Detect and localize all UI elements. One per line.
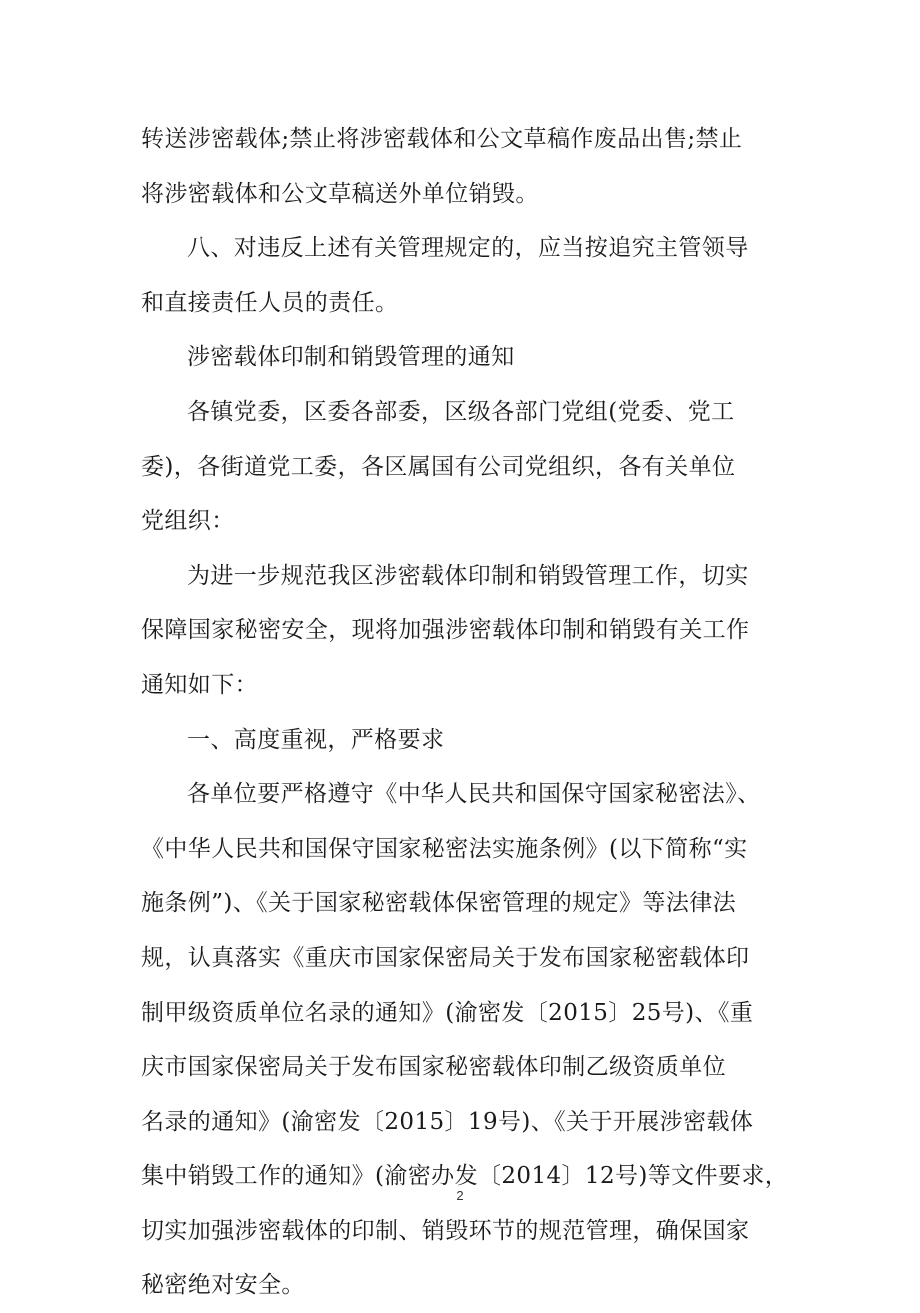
text-line: 制甲级资质单位名录的通知》(渝密发〔2015〕25号)、《重 bbox=[141, 999, 754, 1026]
text-line: 八、对违反上述有关管理规定的，应当按追究主管领导 bbox=[187, 235, 749, 262]
text-line: 各单位要严格遵守《中华人民共和国保守国家秘密法》、 bbox=[187, 781, 761, 808]
page-number: 2 bbox=[456, 1188, 464, 1203]
text-line: 《中华人民共和国保守国家秘密法实施条例》(以下简称“实 bbox=[141, 835, 748, 862]
text-line: 庆市国家保密局关于发布国家秘密载体印制乙级资质单位 bbox=[141, 1054, 726, 1081]
text-line: 保障国家秘密安全，现将加强涉密载体印制和销毁有关工作 bbox=[141, 617, 750, 644]
text-line: 各镇党委，区委各部委，区级各部门党组(党委、党工 bbox=[187, 398, 735, 425]
text-line: 施条例”)、《关于国家秘密载体保密管理的规定》等法律法 bbox=[141, 890, 737, 917]
text-line: 将涉密载体和公文草稿送外单位销毁。 bbox=[141, 180, 539, 207]
text-line: 委)，各街道党工委，各区属国有公司党组织，各有关单位 bbox=[141, 453, 736, 480]
section-heading: 一、高度重视，严格要求 bbox=[187, 726, 445, 753]
text-line: 和直接责任人员的责任。 bbox=[141, 289, 399, 316]
document-body bbox=[141, 112, 791, 1313]
text-line: 集中销毁工作的通知》(渝密办发〔2014〕12号)等文件要求， bbox=[141, 1163, 789, 1190]
text-line: 通知如下： bbox=[141, 671, 258, 698]
text-line: 秘密绝对安全。 bbox=[141, 1272, 305, 1299]
text-line: 规，认真落实《重庆市国家保密局关于发布国家秘密载体印 bbox=[141, 944, 750, 971]
section-heading: 涉密载体印制和销毁管理的通知 bbox=[187, 344, 515, 371]
text-line: 转送涉密载体;禁止将涉密载体和公文草稿作废品出售;禁止 bbox=[141, 126, 743, 152]
text-line: 名录的通知》(渝密发〔2015〕19号)、《关于开展涉密载体 bbox=[141, 1108, 754, 1135]
text-line: 党组织： bbox=[141, 508, 235, 535]
text-line: 为进一步规范我区涉密载体印制和销毁管理工作，切实 bbox=[187, 562, 749, 589]
text-line: 切实加强涉密载体的印制、销毁环节的规范管理，确保国家 bbox=[141, 1217, 750, 1244]
